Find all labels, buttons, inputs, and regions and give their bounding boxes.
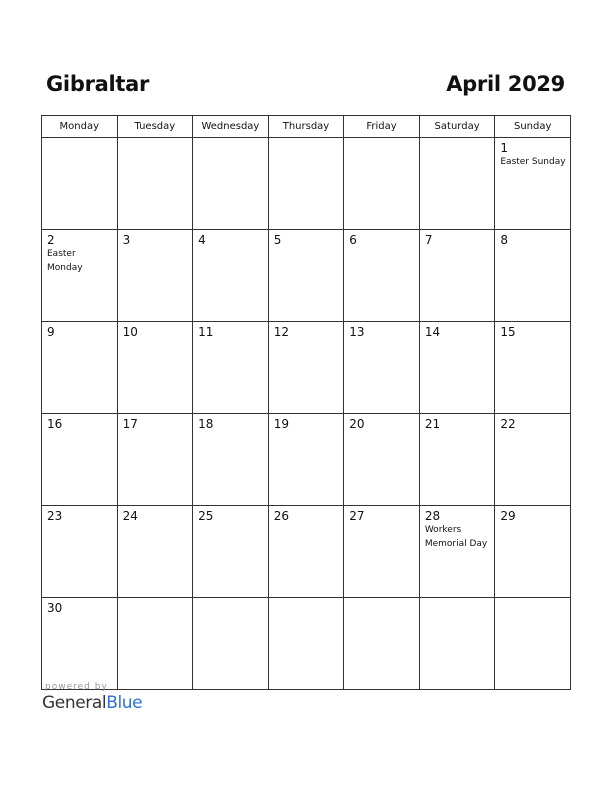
day-cell bbox=[495, 138, 571, 230]
day-cell bbox=[117, 598, 193, 690]
day-cell bbox=[495, 322, 571, 414]
day-cell bbox=[268, 138, 344, 230]
week-row bbox=[42, 138, 571, 230]
day-number: 10 bbox=[122, 325, 138, 339]
day-cell bbox=[419, 322, 495, 414]
day-number: 7 bbox=[424, 233, 433, 247]
weekday-header: Friday bbox=[344, 116, 420, 138]
day-cell bbox=[268, 598, 344, 690]
day-number: 23 bbox=[47, 509, 63, 523]
day-cell bbox=[344, 322, 420, 414]
day-cell bbox=[42, 598, 118, 690]
day-number: 19 bbox=[273, 417, 289, 431]
day-number: 11 bbox=[198, 325, 214, 339]
weekday-header: Wednesday bbox=[193, 116, 269, 138]
day-number: 27 bbox=[349, 509, 365, 523]
holiday-label: Easter Sunday bbox=[500, 157, 566, 167]
day-cell bbox=[495, 230, 571, 322]
day-cell bbox=[42, 414, 118, 506]
day-cell bbox=[42, 506, 118, 598]
weekday-header: Saturday bbox=[419, 116, 495, 138]
day-cell bbox=[193, 506, 269, 598]
day-cell bbox=[419, 598, 495, 690]
day-number: 22 bbox=[500, 417, 516, 431]
day-cell bbox=[42, 322, 118, 414]
week-row bbox=[42, 598, 571, 690]
day-cell bbox=[344, 506, 420, 598]
day-number: 5 bbox=[273, 233, 282, 247]
day-number: 24 bbox=[122, 509, 138, 523]
day-cell bbox=[268, 414, 344, 506]
region-title: Gibraltar bbox=[46, 72, 150, 96]
week-row bbox=[42, 414, 571, 506]
day-cell bbox=[193, 138, 269, 230]
day-number: 6 bbox=[349, 233, 357, 247]
day-number: 2 bbox=[47, 233, 55, 247]
day-number: 12 bbox=[273, 325, 289, 339]
weekday-header: Sunday bbox=[495, 116, 571, 138]
powered-by-label: powered by bbox=[45, 682, 108, 692]
day-cell bbox=[344, 598, 420, 690]
day-cell bbox=[419, 138, 495, 230]
day-number: 17 bbox=[122, 417, 138, 431]
month-title: April 2029 bbox=[446, 72, 565, 96]
weekday-header: Monday bbox=[42, 116, 118, 138]
weekday-header-row bbox=[42, 116, 571, 138]
day-number: 29 bbox=[500, 509, 516, 523]
day-cell bbox=[193, 414, 269, 506]
day-number: 21 bbox=[424, 417, 441, 431]
day-number: 4 bbox=[198, 233, 206, 247]
day-number: 1 bbox=[500, 141, 509, 155]
day-cell bbox=[419, 414, 495, 506]
brand-name-blue: Blue bbox=[106, 693, 143, 713]
day-cell bbox=[117, 322, 193, 414]
day-cell bbox=[419, 506, 495, 598]
day-cell bbox=[117, 138, 193, 230]
day-cell bbox=[344, 138, 420, 230]
day-number: 8 bbox=[500, 233, 509, 247]
week-row bbox=[42, 322, 571, 414]
day-number: 20 bbox=[349, 417, 365, 431]
day-number: 15 bbox=[500, 325, 516, 339]
day-number: 13 bbox=[349, 325, 365, 339]
day-number: 3 bbox=[122, 233, 131, 247]
day-number: 9 bbox=[47, 325, 55, 339]
brand-logo[interactable] bbox=[42, 693, 142, 713]
week-row bbox=[42, 230, 571, 322]
weekday-header: Tuesday bbox=[117, 116, 193, 138]
holiday-label: Workers Memorial Day bbox=[424, 525, 488, 549]
day-number: 28 bbox=[424, 509, 441, 523]
brand-name-general: General bbox=[42, 693, 107, 713]
day-cell bbox=[268, 506, 344, 598]
day-cell bbox=[117, 414, 193, 506]
day-cell bbox=[495, 414, 571, 506]
day-cell bbox=[495, 506, 571, 598]
day-cell bbox=[344, 230, 420, 322]
day-cell bbox=[419, 230, 495, 322]
calendar-grid bbox=[41, 115, 571, 690]
holiday-label: Easter Monday bbox=[47, 249, 83, 273]
weekday-header: Thursday bbox=[268, 116, 344, 138]
day-cell bbox=[268, 322, 344, 414]
day-number: 18 bbox=[198, 417, 214, 431]
day-cell bbox=[42, 138, 118, 230]
day-number: 16 bbox=[47, 417, 63, 431]
day-number: 26 bbox=[273, 509, 289, 523]
day-number: 25 bbox=[198, 509, 214, 523]
week-row bbox=[42, 506, 571, 598]
day-cell bbox=[344, 414, 420, 506]
day-cell bbox=[193, 322, 269, 414]
day-number: 14 bbox=[424, 325, 441, 339]
day-cell bbox=[42, 230, 118, 322]
day-number: 30 bbox=[47, 601, 63, 615]
day-cell bbox=[117, 230, 193, 322]
day-cell bbox=[193, 230, 269, 322]
day-cell bbox=[193, 598, 269, 690]
day-cell bbox=[117, 506, 193, 598]
day-cell bbox=[268, 230, 344, 322]
day-cell bbox=[495, 598, 571, 690]
